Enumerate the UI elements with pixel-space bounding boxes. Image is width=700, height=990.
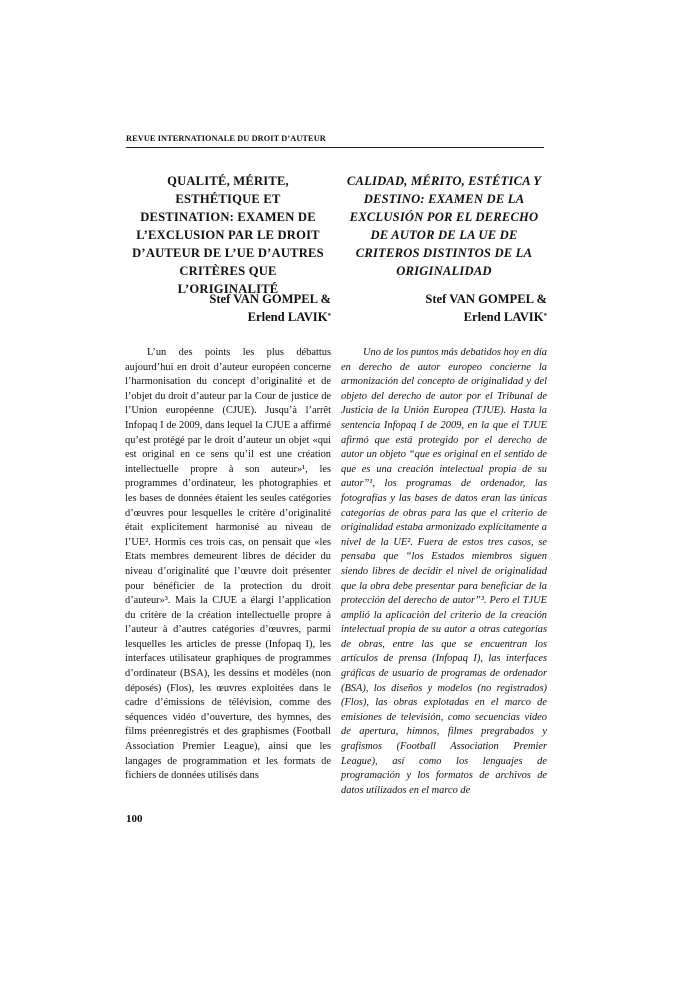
author-footnote-mark-fr: * <box>327 312 331 320</box>
author-footnote-mark-es: * <box>543 312 547 320</box>
authors-es <box>341 290 547 346</box>
article-title-fr: QUALITÉ, MÉRITE, ESTHÉTIQUE ET DESTINATION: EXAMEN DE L’EXCLUSION PAR LE DROIT D’AUTEUR DE L’UE D’AUTRES CRITÈRES QUE L’ORIGINALITÉ <box>132 174 324 296</box>
header-rule <box>126 147 544 148</box>
author-2-es: Erlend LAVIK <box>463 310 544 324</box>
page-number: 100 <box>126 813 143 825</box>
spanish-column <box>341 172 547 798</box>
author-1-es: Stef VAN GOMPEL & <box>425 292 547 306</box>
body-text-es: Uno de los puntos más debatidos hoy en día en derecho de autor europeo concierne la armonización del concepto de originalidad y del objeto del derecho de autor por el Tribunal de Justicia de la Unión Europea (TJUE). Hasta la sentencia Infopaq I de 2009, en la que el TJUE afirmó que está protegido por el derecho de autor un objeto “que es original en el sentido de que es una creación intelectual propia de su autor”¹, los programas de ordenador, las fotografías y las bases de datos eran las únicas categorías de obras para las que el criterio de originalidad estaba armonizado explícitamente a nivel de la UE². Fuera de estos tres casos, se pensaba que “los Estados miembros siguen siendo libres de decidir el nivel de originalidad que la obra debe presentar para beneficiar de la protección del derecho de autor”³. Pero el TJUE amplió la aplicación del criterio de la creación intelectual propia de su autor a otras categorías de obras, entre las que se encuentran los artículos de prensa (Infopaq I), las interfaces gráficas de usuario de programas de ordenador (BSA), los diseños y modelos (no registrados) (Flos), las obras explotadas en el marco de emisiones de televisión, como secuencias video de apertura, himnos, filmes pregrabados y grafismos (Football Association Premier League), así como los lenguajes de programación y los formatos de archivos de datos utilizados en el marco de <box>341 347 547 796</box>
authors-fr <box>125 290 331 346</box>
running-head: REVUE INTERNATIONALE DU DROIT D’AUTEUR <box>126 134 326 143</box>
french-column <box>125 172 331 784</box>
author-1-fr: Stef VAN GOMPEL & <box>209 292 331 306</box>
author-2-fr: Erlend LAVIK <box>247 310 328 324</box>
author-2-fr-line <box>125 308 331 326</box>
article-title-es: CALIDAD, MÉRITO, ESTÉTICA Y DESTINO: EXAMEN DE LA EXCLUSIÓN POR EL DERECHO DE AUTOR DE LA UE DE CRITEROS DISTINTOS DE LA ORIGINALIDAD <box>346 174 542 278</box>
body-text-fr: L’un des points les plus débattus aujourd’hui en droit d’auteur européen concerne l’harmonisation du concept d’originalité et de l’objet du droit d’auteur par la Cour de justice de l’Union européenne (CJUE). Jusqu’à l’arrêt Infopaq I de 2009, dans lequel la CJUE a affirmé qu’est protégé par le droit d’auteur un objet «qui est original en ce sens qu’il est une création intellectuelle propre à son auteur»¹, les programmes d’ordinateur, les photographies et les bases de données étaient les seules catégories d’œuvres pour lesquelles le critère d’originalité était explicitement harmonisé au niveau de l’UE². Hormis ces trois cas, on pensait que «les Etats membres demeurent libres de décider du niveau d’originalité que l’œuvre doit présenter pour bénéficier de la protection du droit d’auteur»³. Mais la CJUE a élargi l’application du critère de la création intellectuelle propre à l’auteur à d’autres catégories d’œuvres, parmi lesquelles les articles de presse (Infopaq I), les interfaces utilisateur graphiques de programmes d’ordinateur (BSA), les dessins et modèles (non déposés) (Flos), les œuvres exploitées dans le cadre d’émissions de télévision, comme des séquences vidéo d’ouverture, des hymnes, des films préenregistrés et des graphismes (Football Association Premier League), ainsi que les langages de programmation et les formats de fichiers de données utilisés dans <box>125 347 331 782</box>
author-2-es-line <box>341 308 547 326</box>
